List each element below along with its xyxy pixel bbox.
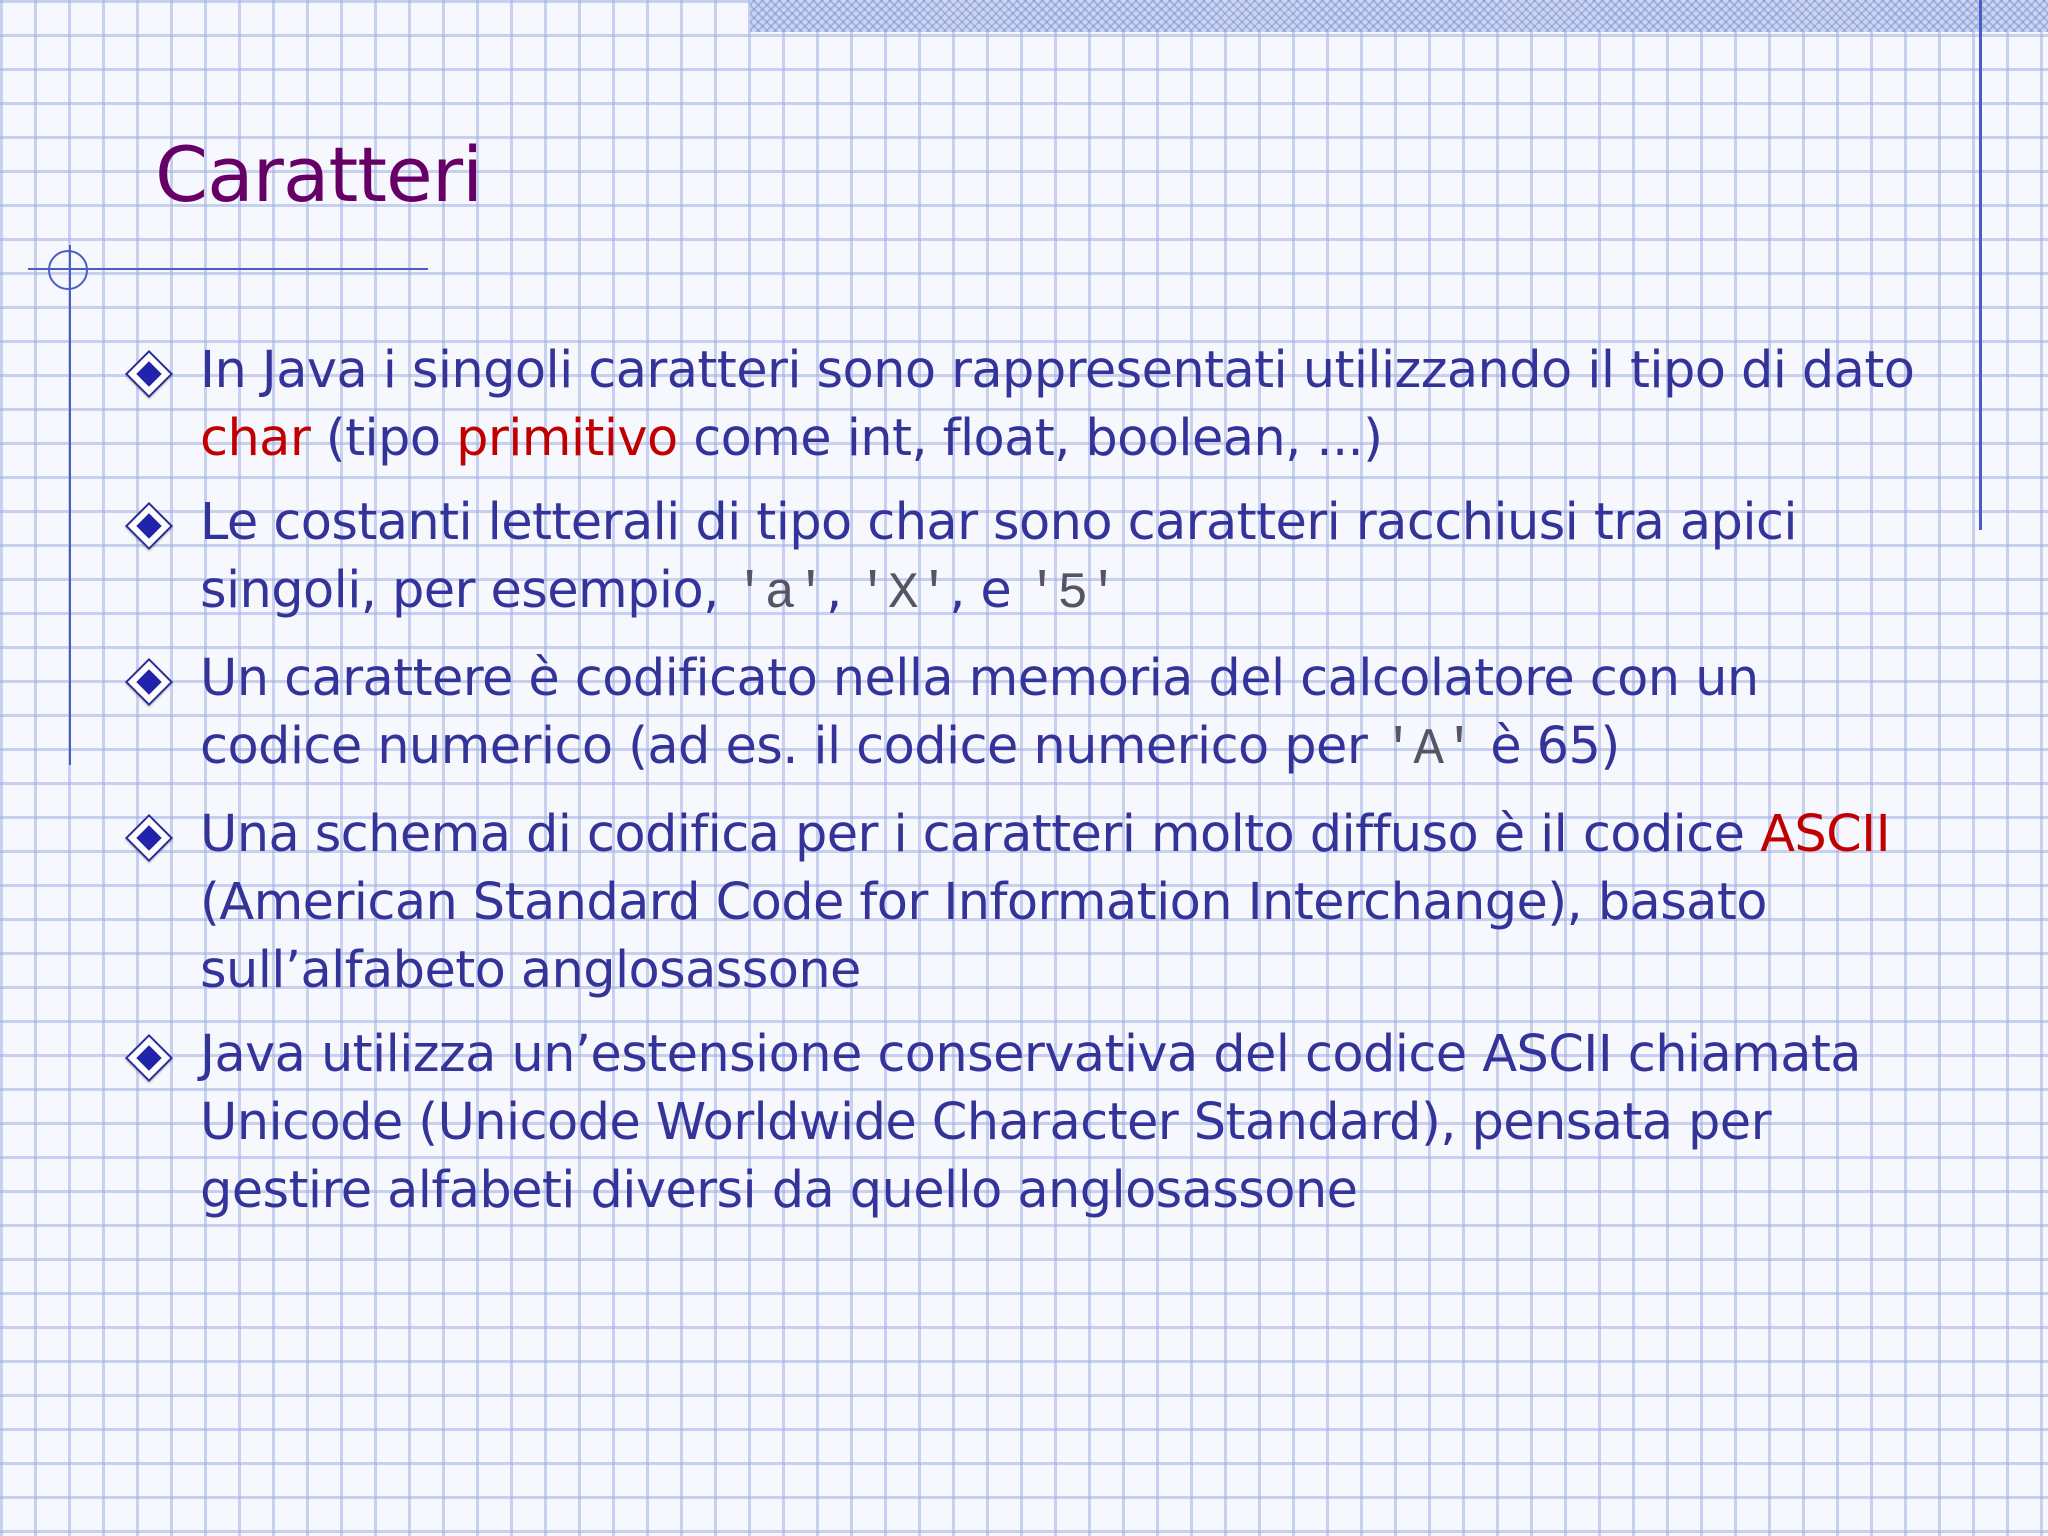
- code-literal: 'a': [734, 566, 827, 623]
- diamond-bullet-icon: [125, 502, 173, 550]
- bullet-text: come int, float, boolean, ...): [677, 409, 1383, 468]
- bullet-text: Una schema di codifica per i caratteri molto diffuso è il codice: [200, 805, 1761, 864]
- diamond-bullet-icon: [125, 350, 173, 398]
- bullet-text: Le costanti letterali di tipo char sono caratteri racchiusi tra apici singoli, per esempio,: [200, 493, 1797, 620]
- bullet-text: Java utilizza un’estensione conservativa del codice ASCII chiamata Unicode (Unicode Worldwide Character Standard), pensata per gestire alfabeti diversi da quello anglosassone: [200, 1025, 1861, 1220]
- code-literal: 'A': [1382, 722, 1475, 779]
- highlight-char: char: [200, 409, 311, 468]
- bullet-text: In Java i singoli caratteri sono rappresentati utilizzando il tipo di dato: [200, 341, 1915, 400]
- decorative-top-band: [750, 0, 2048, 32]
- code-literal: 'X': [857, 566, 950, 623]
- highlight-primitivo: primitivo: [456, 409, 678, 468]
- slide-title: Caratteri: [155, 130, 483, 219]
- decorative-left-rule: [69, 245, 71, 765]
- decorative-title-rule: [28, 268, 428, 270]
- bullet-item-1: [120, 337, 1920, 473]
- bullet-text: (American Standard Code for Information Interchange), basato sull’alfabeto anglosassone: [200, 873, 1767, 1000]
- decorative-crosshair-icon: [48, 250, 88, 290]
- bullet-list: [120, 337, 1920, 1241]
- bullet-text: (tipo: [310, 409, 457, 468]
- code-literal: '5': [1026, 566, 1119, 623]
- diamond-bullet-icon: [125, 658, 173, 706]
- bullet-item-2: [120, 489, 1920, 629]
- bullet-item-5: [120, 1021, 1920, 1225]
- bullet-text: ,: [826, 561, 858, 620]
- decorative-right-rule: [1979, 0, 1982, 530]
- bullet-item-3: [120, 645, 1920, 785]
- bullet-text: Un carattere è codificato nella memoria del calcolatore con un codice numerico (ad es. il codice numerico per: [200, 649, 1759, 776]
- bullet-item-4: [120, 801, 1920, 1005]
- diamond-bullet-icon: [125, 814, 173, 862]
- highlight-ascii: ASCII: [1760, 805, 1891, 864]
- bullet-text: è 65): [1474, 717, 1620, 776]
- bullet-text: , e: [949, 561, 1027, 620]
- diamond-bullet-icon: [125, 1034, 173, 1082]
